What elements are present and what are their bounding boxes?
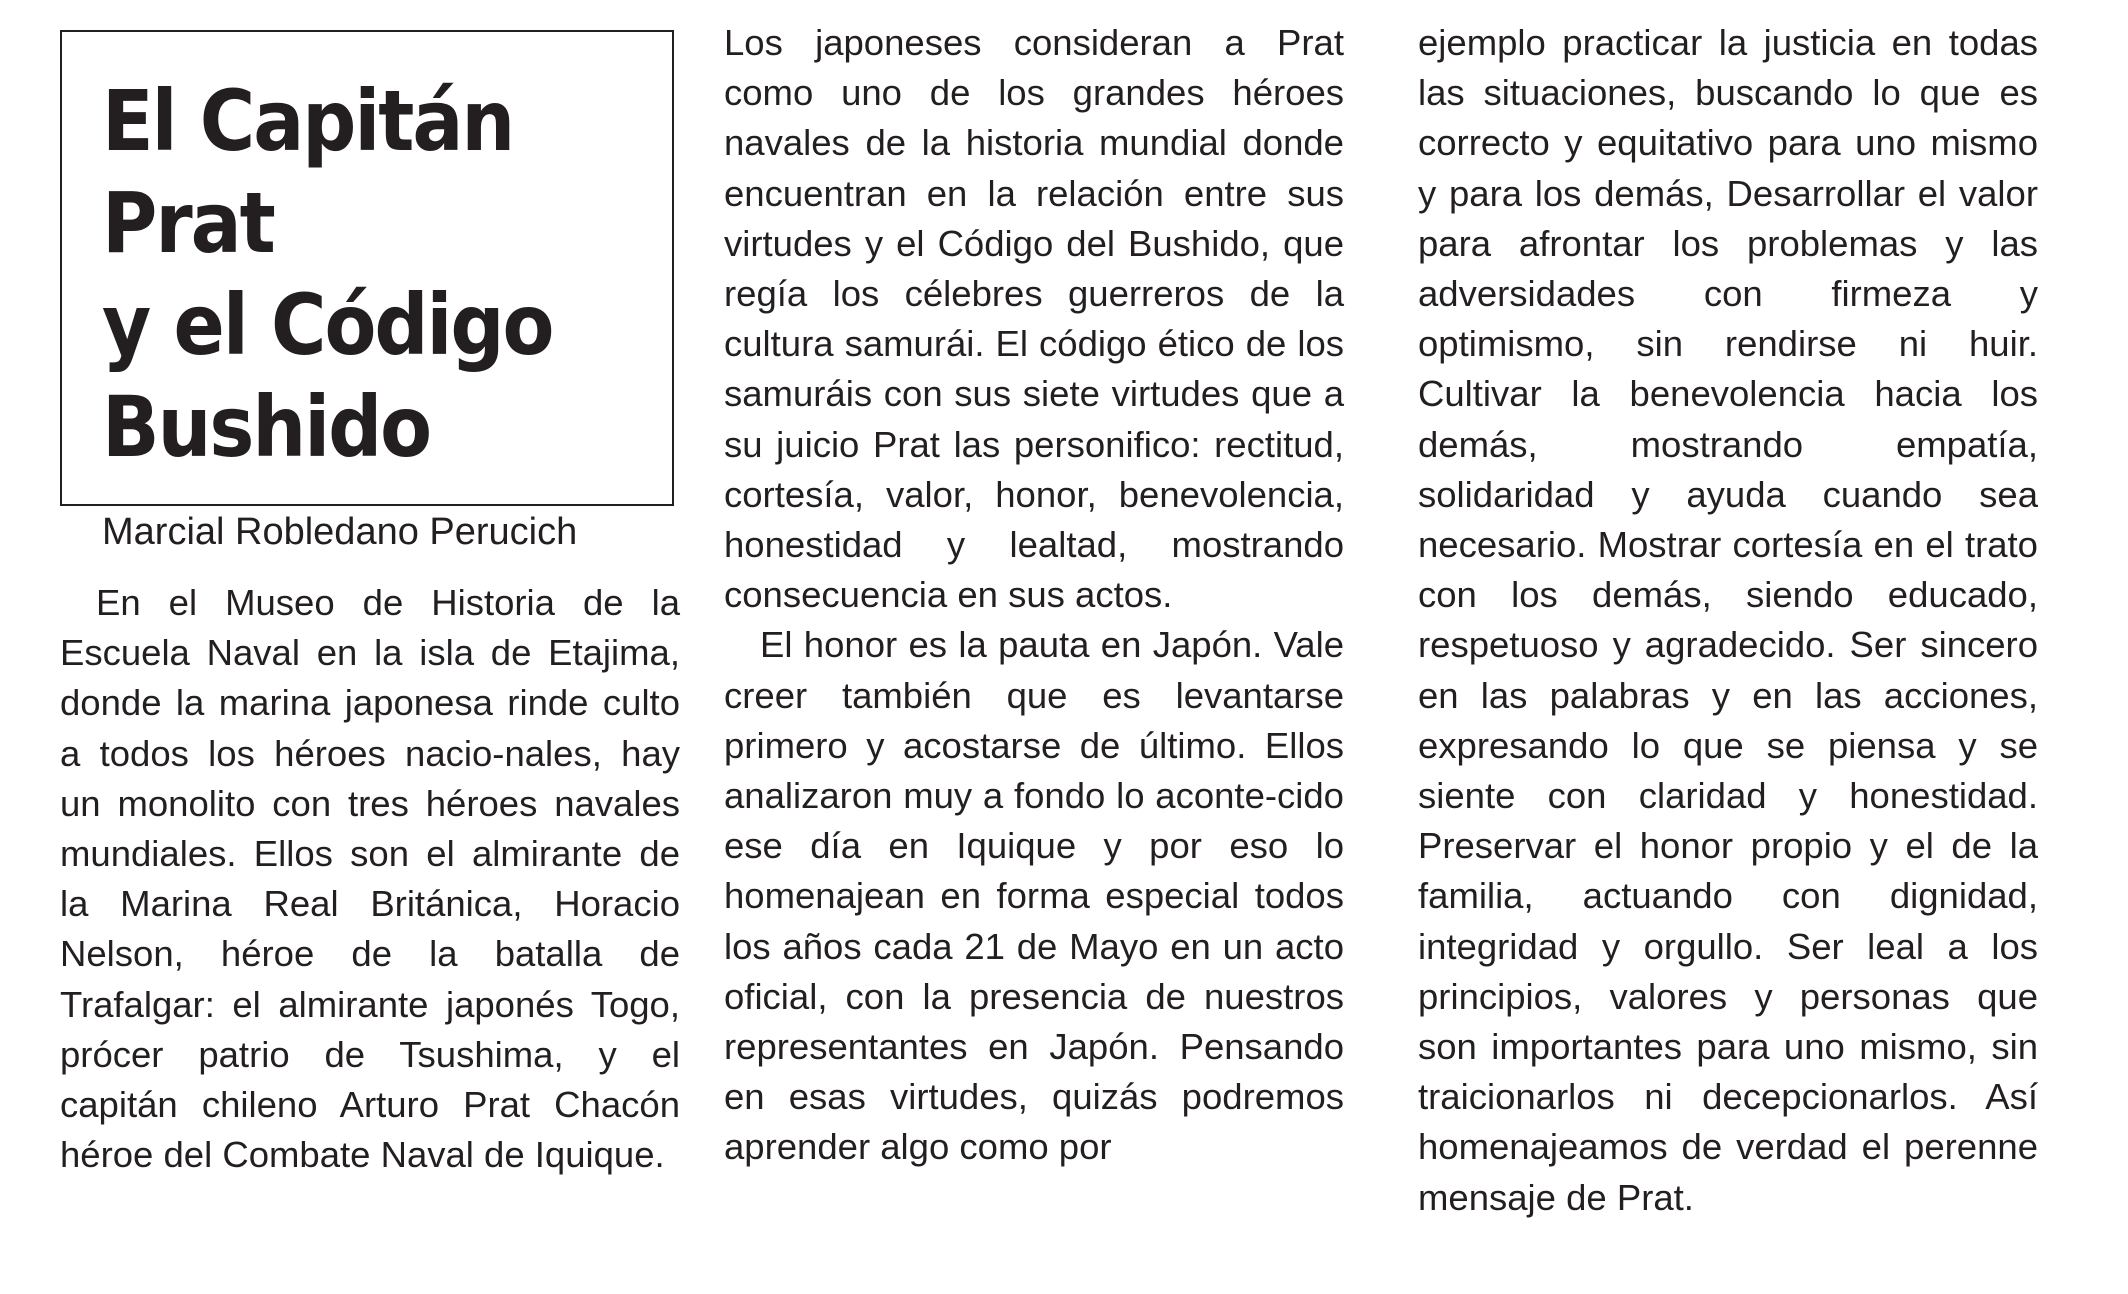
article-title: El Capitán Prat y el Código Bushido (102, 72, 553, 476)
column-3 (1418, 18, 2038, 1223)
column-3-text (1418, 18, 2038, 1223)
paragraph-2: Los japoneses consideran a Prat como uno de los grandes héroes navales de la historia mundial donde encuentran en la relación entre sus virtudes y el Código del Bushido, que regía los célebres guerreros de la cultura samurái. El código ético de los samuráis con sus siete virtudes que a su juicio Prat las personifico: rectitud, cortesía, valor, honor, benevolencia, honestidad y lealtad, mostrando consecuencia en sus actos. (724, 22, 1344, 616)
column-2-text (724, 18, 1344, 1173)
article-author: Marcial Robledano Perucich (102, 511, 578, 553)
paragraph-3: El honor es la pauta en Japón. Vale creer también que es levantarse primero y acostarse de último. Ellos analizaron muy a fondo lo aconte-cido ese día en Iquique y por eso lo homenajean en forma especial todos los años cada 21 de Mayo en un acto oficial, con la presencia de nuestros representantes en Japón. Pensando en esas virtudes, quizás podremos aprender algo como por (724, 624, 1344, 1168)
column-1-text (60, 578, 680, 1180)
column-2 (724, 18, 1344, 1173)
headline-box (60, 30, 674, 553)
paragraph-4: ejemplo practicar la justicia en todas las situaciones, buscando lo que es correcto y equitativo para uno mismo y para los demás, Desarrollar el valor para afrontar los problemas y las adversidades con firmeza y optimismo, sin rendirse ni huir. Cultivar la benevolencia hacia los demás, mostrando empatía, solidaridad y ayuda cuando sea necesario. Mostrar cortesía en el trato con los demás, siendo educado, respetuoso y agradecido. Ser sincero en las palabras y en las acciones, expresando lo que se piensa y se siente con claridad y honestidad. Preservar el honor propio y el de la familia, actuando con dignidad, integridad y orgullo. Ser leal a los principios, valores y personas que son importantes para uno mismo, sin traicionarlos ni decepcionarlos. Así homenajeamos de verdad el perenne mensaje de Prat. (1418, 22, 2038, 1218)
column-1 (60, 18, 680, 1180)
paragraph-1: En el Museo de Historia de la Escuela Naval en la isla de Etajima, donde la marina japonesa rinde culto a todos los héroes nacio-nales, hay un monolito con tres héroes navales mundiales. Ellos son el almirante de la Marina Real Británica, Horacio Nelson, héroe de la batalla de Trafalgar: el almirante japonés Togo, prócer patrio de Tsushima, y el capitán chileno Arturo Prat Chacón héroe del Combate Naval de Iquique. (60, 582, 680, 1176)
